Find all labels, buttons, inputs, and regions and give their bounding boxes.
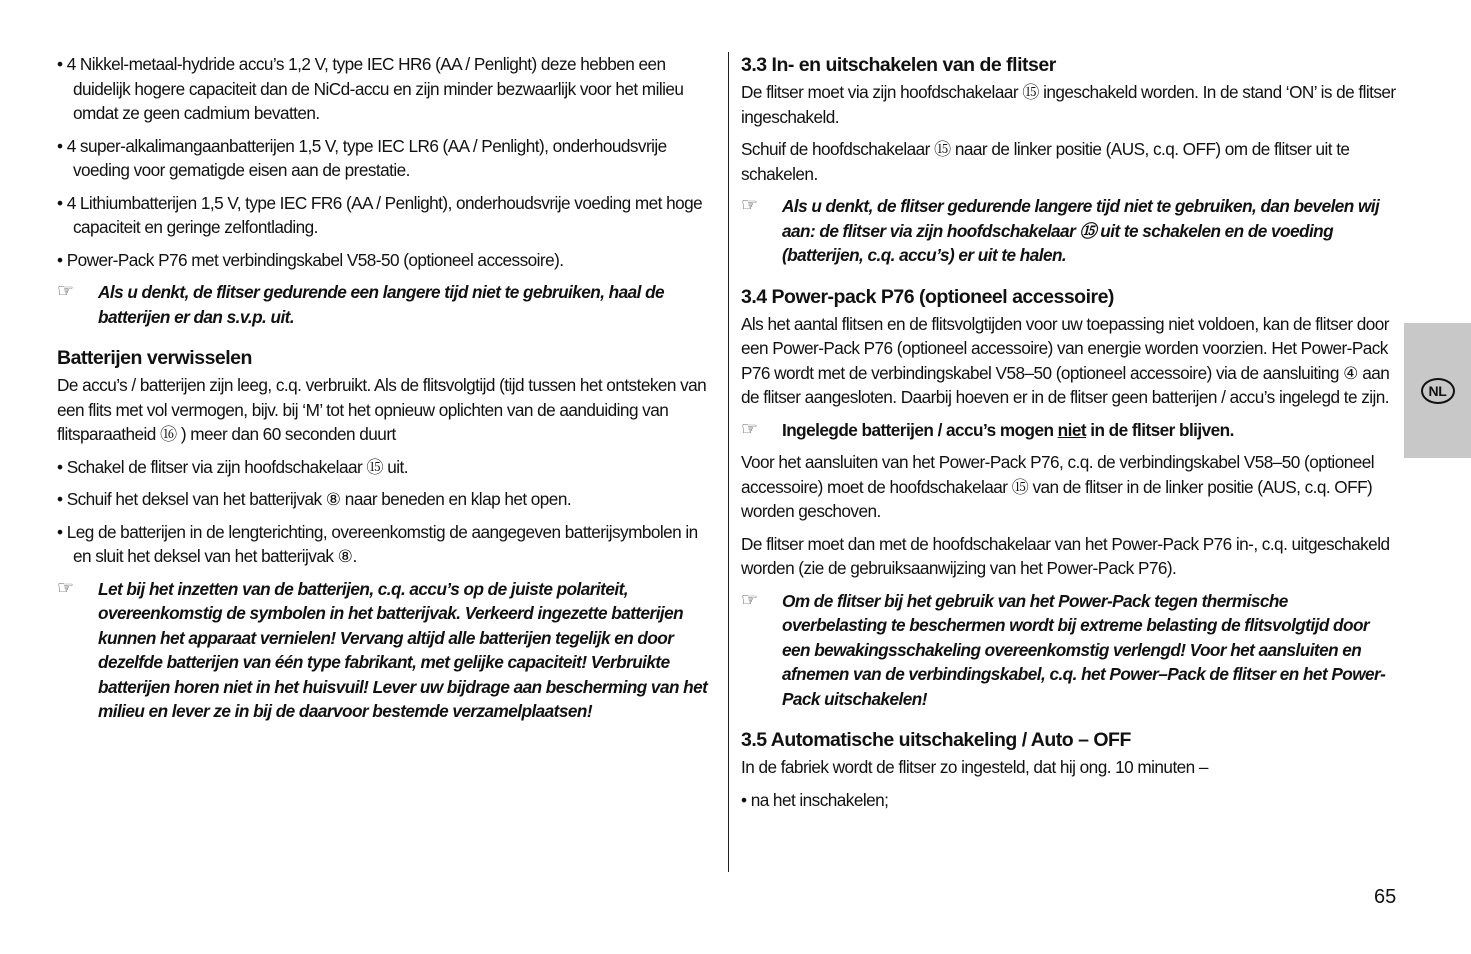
list-item: • Power-Pack P76 met verbindingskabel V58-50 (optioneel accessoire). [57,249,564,270]
right-column [741,52,1396,820]
paragraph: Als het aantal flitsen en de flitsvolgtijden voor uw toepassing niet voldoen, kan de flitser door een Power-Pack P76 (optioneel accessoire) van energie worden voorzien. Het Power-Pack P76 wordt met de verbindingskabel V58–50 (optioneel accessoire) via de aansluiting ④ aan de flitser aangesloten. Daarbij hoeven er in de flitser geen batterijen / accu’s ingelegd te zijn. [741,313,1390,407]
left-column [57,52,712,732]
note-text [782,418,1396,443]
pointing-hand-icon: ☞ [57,281,75,302]
list-item: • na het inschakelen; [741,789,889,810]
paragraph: De flitser moet dan met de hoofdschakelaar van het Power-Pack P76 in-, c.q. uitgeschakeld worden (zie de gebruiksaanwijzing van het Power-Pack P76). [741,533,1390,578]
note-text-part: Ingelegde batterijen / accu’s mogen [782,419,1058,440]
list-item: • 4 Lithiumbatterijen 1,5 V, type IEC FR6 (AA / Penlight), onderhoudsvrije voeding met hoge capaciteit en geringe zelfontlading. [57,192,703,237]
language-tab [1404,323,1471,458]
paragraph: In de fabriek wordt de flitser zo ingesteld, dat hij ong. 10 minuten – [741,757,1208,777]
section-heading: Batterijen verwisselen [57,347,252,369]
note-text: Als u denkt, de flitser gedurende langere tijd niet te gebruiken, dan bevelen wij aan: de flitser via zijn hoofdschakelaar ⑮ uit te schakelen en de voeding (batterijen, c.q. accu’s) er uit te halen. [782,196,1380,265]
pointing-hand-icon: ☞ [741,195,759,216]
note-block [741,589,1396,712]
note-underlined-word: niet [1057,419,1087,440]
note-text: Als u denkt, de flitser gedurende een langere tijd niet te gebruiken, haal de batterijen er dan s.v.p. uit. [98,282,665,327]
note-block [57,577,712,724]
section-heading: 3.4 Power-pack P76 (optioneel accessoire) [741,285,1114,308]
note-text-part: in de flitser blijven. [1086,419,1234,440]
pointing-hand-icon: ☞ [57,577,75,599]
list-item: • Schuif het deksel van het batterijvak ⑧ naar beneden en klap het open. [57,489,572,509]
paragraph: De flitser moet via zijn hoofdschakelaar ⑮ ingeschakeld worden. In de stand ‘ON’ is de flitser ingeschakeld. [741,82,1396,127]
note-block [741,418,1396,443]
paragraph: Voor het aansluiten van het Power-Pack P76, c.q. de verbindingskabel V58–50 (optioneel accessoire) moet de hoofdschakelaar ⑮ van de flitser in de linker positie (AUS, c.q. OFF) worden geschoven. [741,452,1375,521]
list-item: • Leg de batterijen in de lengterichting, overeenkomstig de aangegeven batterijsymbolen in en sluit het deksel van het batterijvak ⑧. [57,521,698,566]
paragraph: De accu’s / batterijen zijn leeg, c.q. verbruikt. Als de flitsvolgtijd (tijd tussen het ontsteken van een flits met vol vermogen, bijv. bij ‘M’ tot het opnieuw oplichten van de aanduiding van flitsparaatheid ⑯ ) meer dan 60 seconden duurt [57,375,707,444]
language-badge: NL [1421,378,1455,404]
list-item: • Schakel de flitser via zijn hoofdschakelaar ⑮ uit. [57,456,408,477]
list-item: • 4 Nikkel-metaal-hydride accu’s 1,2 V, type IEC HR6 (AA / Penlight) deze hebben een duidelijk hogere capaciteit dan de NiCd-accu en zijn minder bezwaarlijk voor het milieu omdat ze geen cadmium bevatten. [57,54,684,123]
note-text: Let bij het inzetten van de batterijen, c.q. accu’s op de juiste polariteit, overeenkomstig de symbolen in het batterijvak. Verkeerd ingezette batterijen kunnen het apparaat vernielen! Vervang altijd alle batterijen tegelijk en door dezelfde batterijen van één type fabrikant, met gelijke capaciteit! Verbruikte batterijen horen niet in het huisvuil! Lever uw bijdrage aan bescherming van het milieu en lever ze in bij de daarvoor bestemde verzamelplaatsen! [98,578,708,721]
note-block [741,194,1396,268]
list-item: • 4 super-alkalimangaanbatterijen 1,5 V, type IEC LR6 (AA / Penlight), onderhoudsvrije voeding voor gematigde eisen aan de prestatie. [57,135,667,180]
pointing-hand-icon: ☞ [741,418,759,440]
page-number: 65 [1374,886,1397,908]
section-heading: 3.3 In- en uitschakelen van de flitser [741,54,1056,76]
note-block [57,280,712,329]
note-text: Om de flitser bij het gebruik van het Power-Pack tegen thermische overbelasting te beschermen wordt bij extreme belasting de flitsvolgtijd door een bewakingsschakeling overeenkomstig verlengd! Voor het aansluiten en afnemen van de verbindingskabel, c.q. het Power–Pack de flitser en het Power-Pack uitschakelen! [782,590,1386,709]
pointing-hand-icon: ☞ [741,589,759,611]
section-heading: 3.5 Automatische uitschakeling / Auto – OFF [741,729,1131,751]
paragraph: Schuif de hoofdschakelaar ⑮ naar de linker positie (AUS, c.q. OFF) om de flitser uit te schakelen. [741,139,1350,184]
column-divider [728,52,729,872]
